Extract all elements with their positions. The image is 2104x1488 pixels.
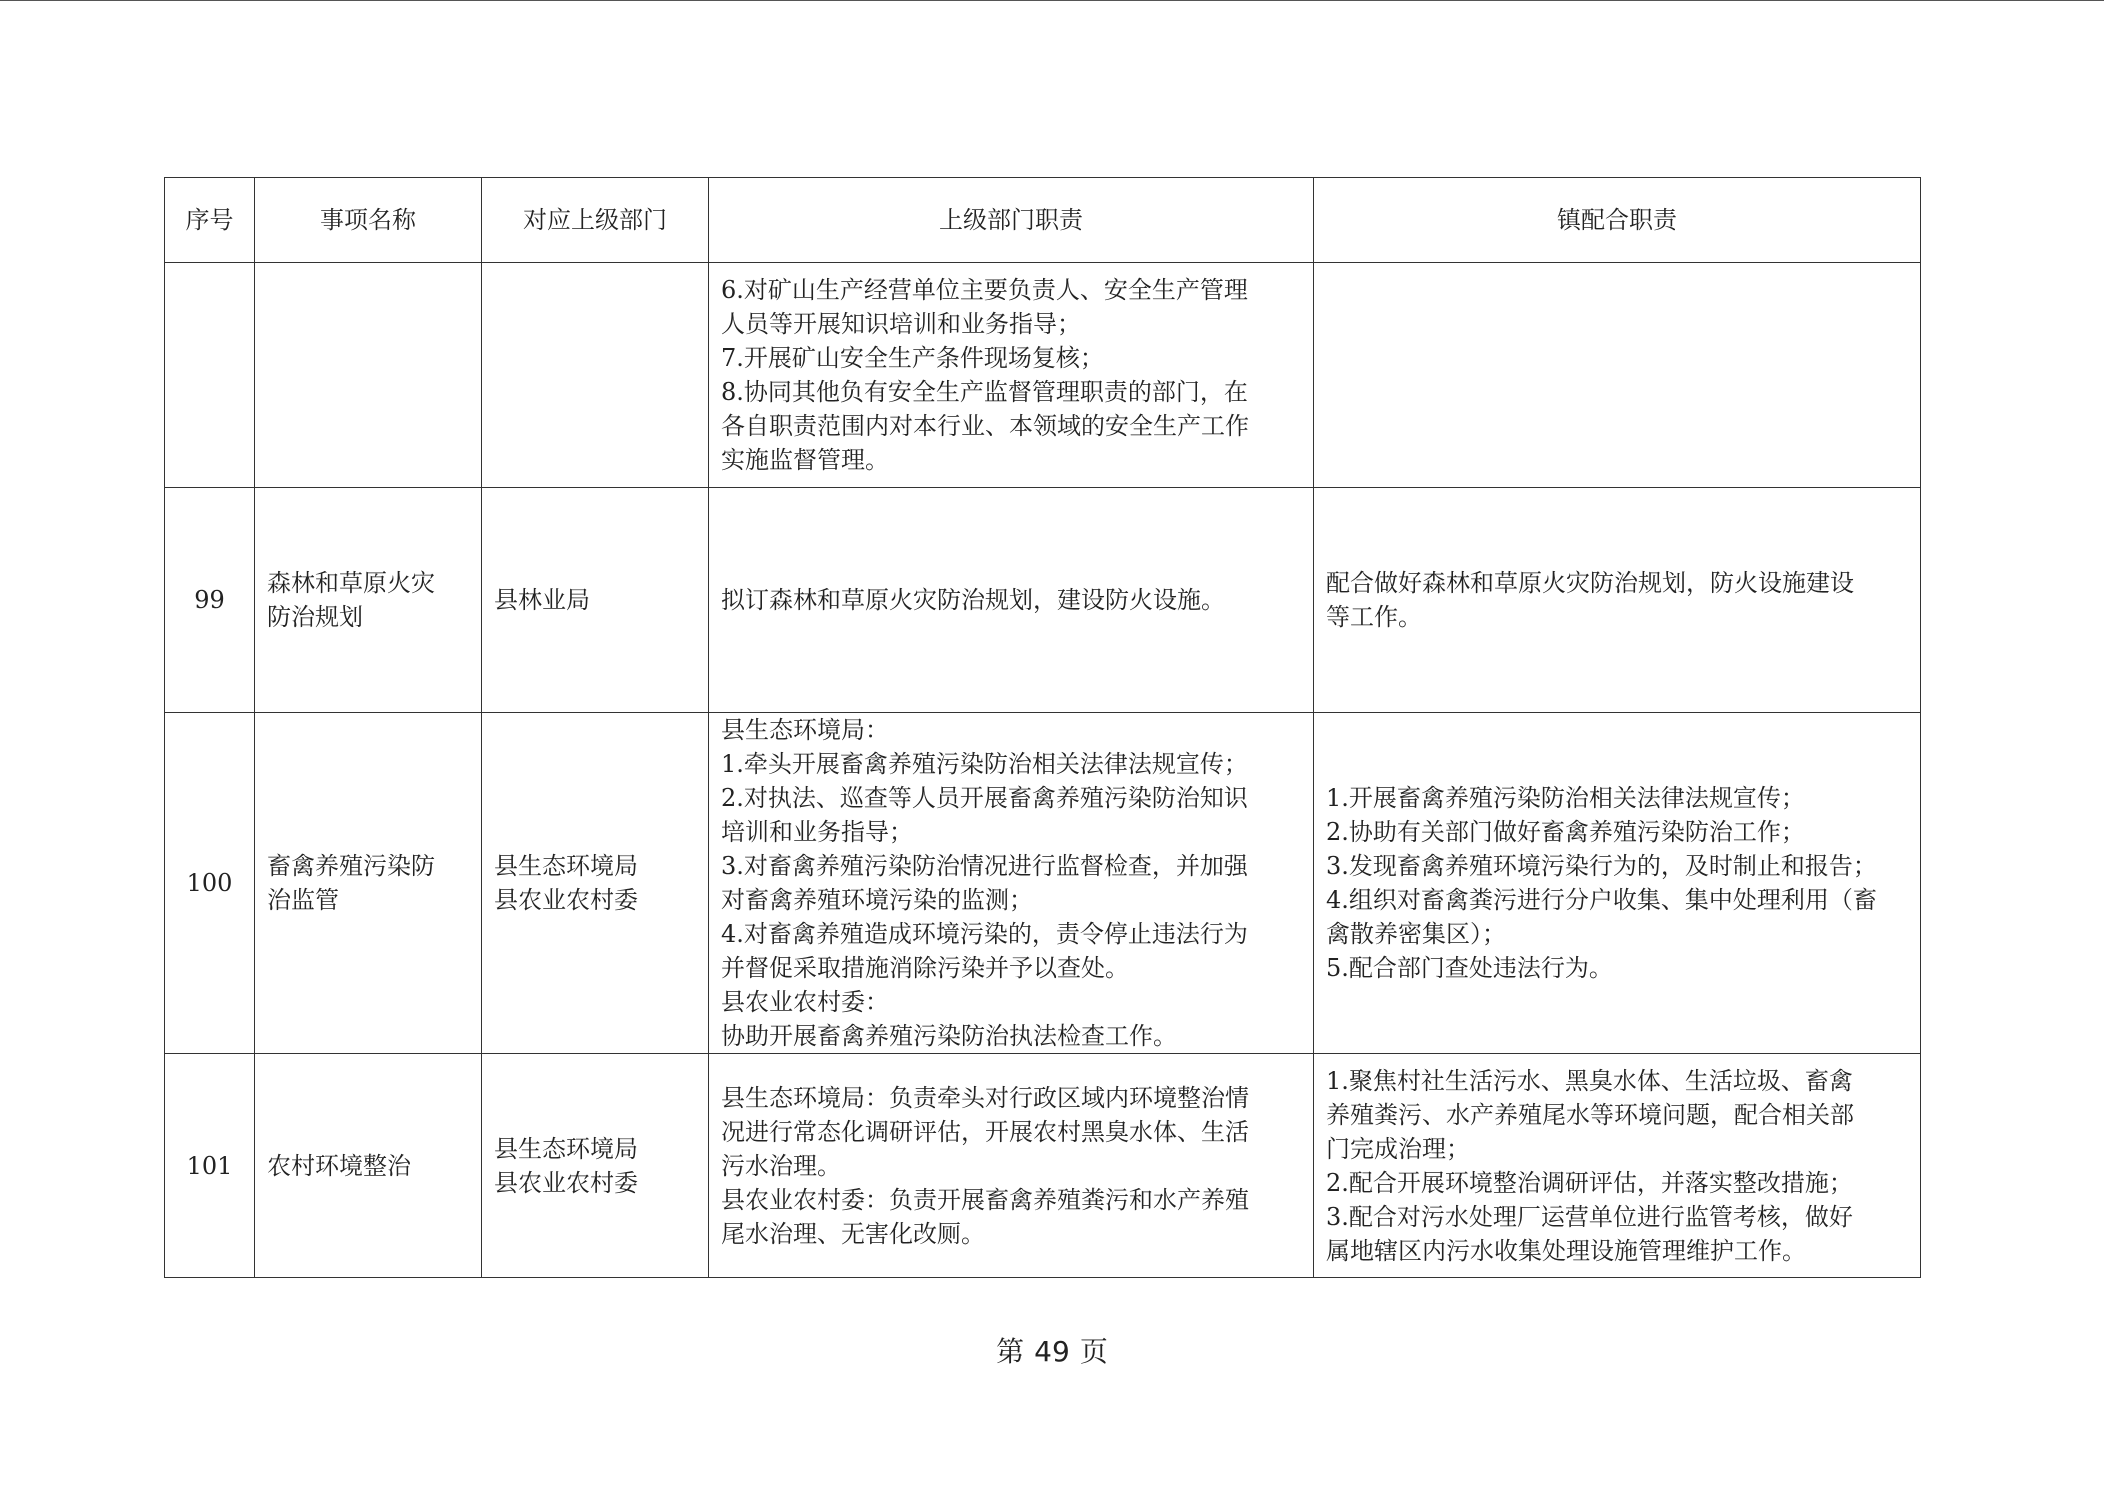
duty-line: 县生态环境局：负责牵头对行政区域内环境整治情: [721, 1083, 1249, 1112]
cell-superior-duties: [709, 488, 1314, 713]
item-name-line: 防治规划: [267, 603, 363, 631]
town-duty-line: 3.发现畜禽养殖环境污染行为的，及时制止和报告；: [1326, 852, 1877, 880]
duty-line: 县农业农村委：: [721, 988, 889, 1016]
header-superior-duties: 上级部门职责: [709, 178, 1314, 263]
town-duty-line: 养殖粪污、水产养殖尾水等环境问题，配合相关部: [1326, 1100, 1854, 1129]
duty-line: 况进行常态化调研评估，开展农村黑臭水体、生活: [721, 1117, 1249, 1146]
town-duty-line: 5.配合部门查处违法行为。: [1326, 954, 1613, 982]
duty-line: 县农业农村委：负责开展畜禽养殖粪污和水产养殖: [721, 1185, 1249, 1214]
cell-serial-number: 100: [165, 713, 255, 1054]
duty-line: 污水治理。: [721, 1151, 841, 1180]
cell-town-duties: [1314, 263, 1921, 488]
cell-item-name: [255, 713, 482, 1054]
page-footer: [0, 1334, 2104, 1370]
header-serial-number: 序号: [165, 178, 255, 263]
table-row: [165, 263, 1921, 488]
duty-line: 县生态环境局：: [721, 716, 889, 744]
duty-line: 4.对畜禽养殖造成环境污染的，责令停止违法行为: [721, 920, 1248, 948]
cell-serial-number: [165, 263, 255, 488]
duty-line: 实施监督管理。: [721, 446, 889, 474]
item-name-line: 农村环境整治: [267, 1151, 411, 1180]
header-item-name: 事项名称: [255, 178, 482, 263]
item-name-line: 森林和草原火灾: [267, 569, 435, 597]
town-duty-line: 配合做好森林和草原火灾防治规划，防火设施建设: [1326, 569, 1854, 597]
page-number-prefix: 第: [996, 1335, 1025, 1368]
duties-table: [164, 177, 1921, 1278]
department-line: 县农业农村委: [494, 1168, 638, 1197]
cell-superior-duties: [709, 263, 1314, 488]
cell-superior-duties: [709, 713, 1314, 1054]
cell-serial-number: 99: [165, 488, 255, 713]
department-line: 县农业农村委: [494, 886, 638, 914]
town-duty-line: 1.开展畜禽养殖污染防治相关法律法规宣传；: [1326, 784, 1805, 812]
page-top-border: [0, 0, 2104, 1]
town-duty-line: 2.配合开展环境整治调研评估，并落实整改措施；: [1326, 1168, 1853, 1197]
cell-department: [482, 1054, 709, 1278]
cell-item-name: [255, 263, 482, 488]
duty-line: 7.开展矿山安全生产条件现场复核；: [721, 344, 1104, 372]
department-line: 县生态环境局: [494, 1134, 638, 1163]
duty-line: 8.协同其他负有安全生产监督管理职责的部门，在: [721, 378, 1248, 406]
duty-line: 6.对矿山生产经营单位主要负责人、安全生产管理: [721, 276, 1248, 304]
table-row: [165, 1054, 1921, 1278]
town-duty-line: 门完成治理；: [1326, 1134, 1470, 1163]
department-line: 县林业局: [494, 586, 590, 614]
duty-line: 拟订森林和草原火灾防治规划，建设防火设施。: [721, 586, 1225, 614]
cell-department: [482, 263, 709, 488]
duty-line: 各自职责范围内对本行业、本领域的安全生产工作: [721, 412, 1249, 440]
cell-serial-number: 101: [165, 1054, 255, 1278]
cell-town-duties: [1314, 1054, 1921, 1278]
cell-department: [482, 488, 709, 713]
duty-line: 协助开展畜禽养殖污染防治执法检查工作。: [721, 1022, 1177, 1050]
duty-line: 1.牵头开展畜禽养殖污染防治相关法律法规宣传；: [721, 750, 1248, 778]
town-duty-line: 属地辖区内污水收集处理设施管理维护工作。: [1326, 1236, 1806, 1265]
town-duty-line: 1.聚焦村社生活污水、黑臭水体、生活垃圾、畜禽: [1326, 1066, 1853, 1095]
cell-town-duties: [1314, 713, 1921, 1054]
duty-line: 并督促采取措施消除污染并予以查处。: [721, 954, 1129, 982]
duty-line: 2.对执法、巡查等人员开展畜禽养殖污染防治知识: [721, 784, 1248, 812]
department-line: 县生态环境局: [494, 852, 638, 880]
table-header-row: [165, 178, 1921, 263]
table-row: [165, 713, 1921, 1054]
cell-item-name: [255, 488, 482, 713]
page-number-suffix: 页: [1079, 1335, 1108, 1368]
town-duty-line: 4.组织对畜禽粪污进行分户收集、集中处理利用（畜: [1326, 886, 1877, 914]
cell-town-duties: [1314, 488, 1921, 713]
header-superior-department: 对应上级部门: [482, 178, 709, 263]
item-name-line: 治监管: [267, 886, 339, 914]
duty-line: 3.对畜禽养殖污染防治情况进行监督检查，并加强: [721, 852, 1248, 880]
header-town-duties: 镇配合职责: [1314, 178, 1921, 263]
town-duty-line: 3.配合对污水处理厂运营单位进行监管考核，做好: [1326, 1202, 1853, 1231]
town-duty-line: 等工作。: [1326, 603, 1422, 631]
duty-line: 尾水治理、无害化改厕。: [721, 1219, 985, 1248]
duty-line: 人员等开展知识培训和业务指导；: [721, 310, 1081, 338]
table-row: [165, 488, 1921, 713]
cell-item-name: [255, 1054, 482, 1278]
cell-superior-duties: [709, 1054, 1314, 1278]
page-number: 49: [1034, 1335, 1070, 1368]
town-duty-line: 禽散养密集区）；: [1326, 920, 1506, 948]
duty-line: 培训和业务指导；: [721, 818, 913, 846]
cell-department: [482, 713, 709, 1054]
item-name-line: 畜禽养殖污染防: [267, 852, 435, 880]
duty-line: 对畜禽养殖环境污染的监测；: [721, 886, 1033, 914]
town-duty-line: 2.协助有关部门做好畜禽养殖污染防治工作；: [1326, 818, 1805, 846]
